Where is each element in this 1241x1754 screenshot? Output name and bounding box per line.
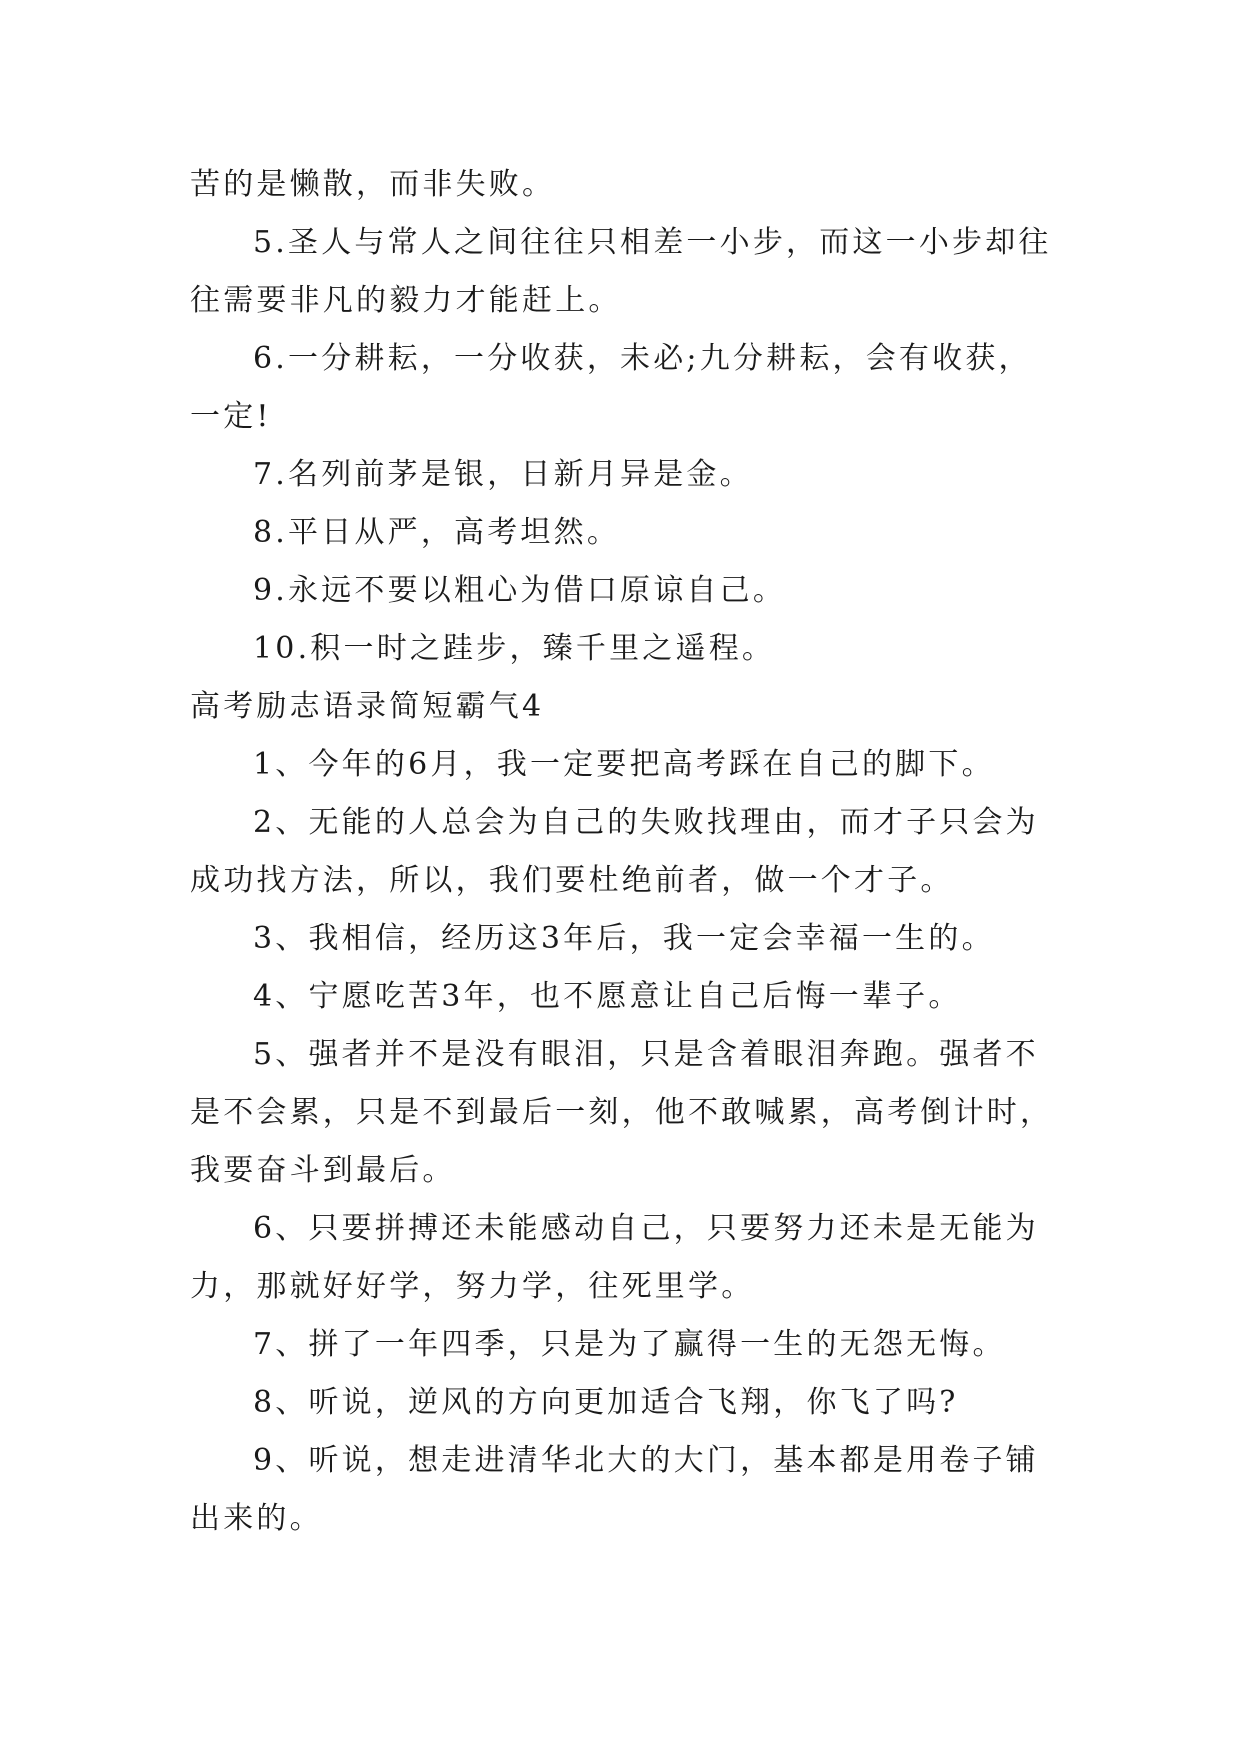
list-item-10: 10.积一时之跬步，臻千里之遥程。 [253,631,776,666]
list-item-6: 6.一分耕耘，一分收获，未必;九分耕耘，会有收获， [253,341,1032,376]
list-item-9b: 9、听说，想走进清华北大的大门，基本都是用卷子铺 [253,1443,1039,1478]
list-item-1: 1、今年的6月，我一定要把高考踩在自己的脚下。 [253,747,995,782]
text-line: 我要奋斗到最后。 [190,1153,456,1188]
text-line: 一定! [190,399,272,434]
document-body [190,156,1070,1548]
text-line: 出来的。 [190,1501,323,1536]
list-item-3: 3、我相信，经历这3年后，我一定会幸福一生的。 [253,921,995,956]
list-item-8b: 8、听说，逆风的方向更加适合飞翔，你飞了吗? [253,1385,959,1420]
list-item-4: 4、宁愿吃苦3年，也不愿意让自己后悔一辈子。 [253,979,962,1014]
list-item-5b: 5、强者并不是没有眼泪，只是含着眼泪奔跑。强者不 [253,1037,1039,1072]
text-line: 是不会累，只是不到最后一刻，他不敢喊累，高考倒计时， [190,1095,1054,1130]
list-item-7b: 7、拼了一年四季，只是为了赢得一生的无怨无悔。 [253,1327,1006,1362]
list-item-6b: 6、只要拼搏还未能感动自己，只要努力还未是无能为 [253,1211,1039,1246]
list-item-5: 5.圣人与常人之间往往只相差一小步，而这一小步却往 [253,225,1052,260]
text-line: 苦的是懒散，而非失败。 [190,167,556,202]
list-item-9: 9.永远不要以粗心为借口原谅自己。 [253,573,787,608]
text-line: 成功找方法，所以，我们要杜绝前者，做一个才子。 [190,863,954,898]
list-item-7: 7.名列前茅是银，日新月异是金。 [253,457,753,492]
text-line: 往需要非凡的毅力才能赶上。 [190,283,622,318]
list-item-2: 2、无能的人总会为自己的失败找理由，而才子只会为 [253,805,1039,840]
list-item-8: 8.平日从严，高考坦然。 [253,515,621,550]
text-line: 力，那就好好学，努力学，往死里学。 [190,1269,755,1304]
section-heading: 高考励志语录简短霸气4 [190,689,545,724]
